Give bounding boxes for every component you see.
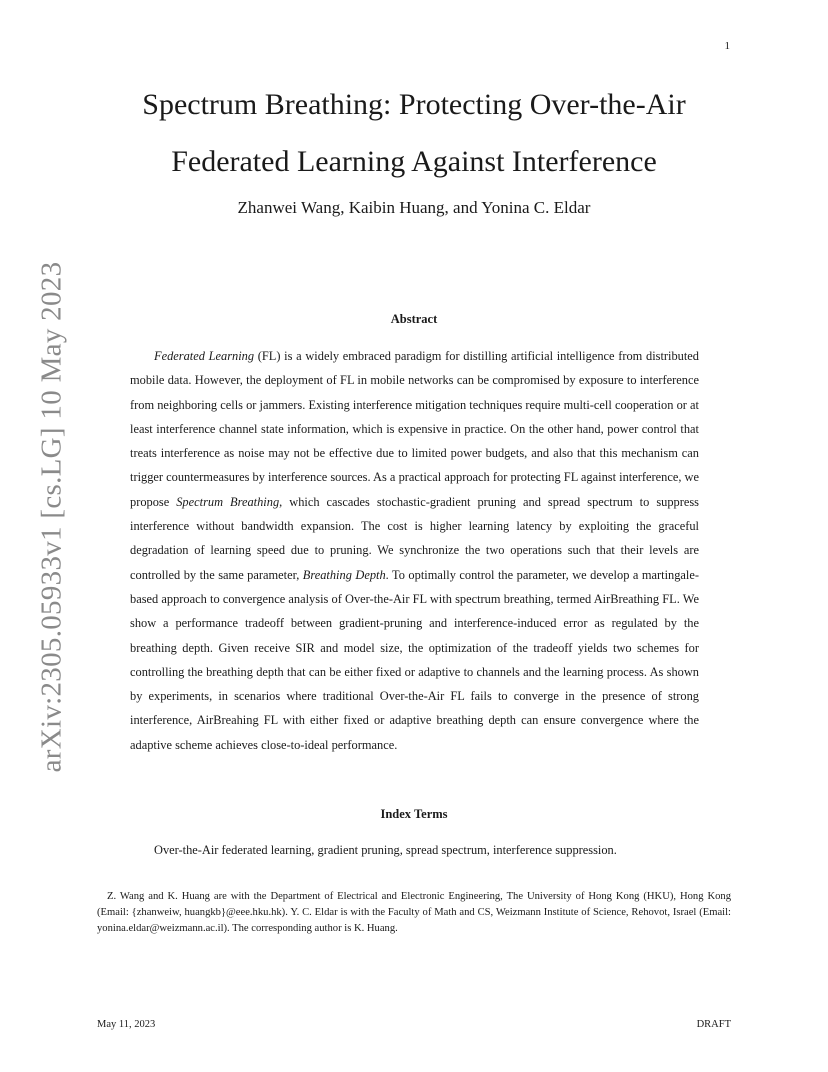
abstract-heading: Abstract (390, 312, 438, 326)
abstract-text-part-2: , which cascades stochastic-gradient pruning and spread spectrum to suppress interference without bandwidth expansion. The cost is higher learning latency by exploiting the graceful degradation of learning speed due to pruning. We synchronize the two operations such that their levels are controlled by the same parameter, (130, 494, 699, 582)
abstract-term-federated-learning: Federated Learning (154, 349, 255, 363)
index-terms-text: Over-the-Air federated learning, gradient pruning, spread spectrum, interference suppression. (154, 843, 617, 857)
page-number: 1 (724, 40, 730, 52)
abstract-text (130, 344, 699, 757)
abstract-text-part-1: (FL) is a widely embraced paradigm for distilling artificial intelligence from distributed mobile data. However, the deployment of FL in mobile networks can be compromised by exposure to interference from neighboring cells or jammers. Existing interference mitigation techniques require multi-cell cooperation or at least interference channel state information, which is expensive in practice. On the other hand, power control that treats interference as noise may not be effective due to limited power budgets, and also that this mechanism can trigger countermeasures by interference sources. As a practical approach for protecting FL against interference, we propose (130, 349, 700, 509)
abstract-term-breathing-depth: Breathing Depth (302, 567, 386, 582)
footer-date: May 11, 2023 (97, 1019, 156, 1030)
paper-title (0, 76, 828, 190)
title-line-1: Spectrum Breathing: Protecting Over-the-Air (142, 88, 686, 121)
index-terms-heading: Index Terms (380, 807, 448, 821)
footer-draft-label: DRAFT (696, 1019, 731, 1030)
arxiv-identifier-stamp[interactable]: arXiv:2305.05933v1 [cs.LG] 10 May 2023 (35, 261, 68, 773)
title-line-2: Federated Learning Against Interference (171, 145, 657, 178)
abstract-term-spectrum-breathing: Spectrum Breathing (176, 494, 280, 509)
abstract-text-part-3: . To optimally control the parameter, we develop a martingale-based approach to convergence analysis of Over-the-Air FL with spectrum breathing, termed AirBreathing FL. We show a performance tradeoff between gradient-pruning and interference-induced error as regulated by the breathing depth. Given receive SIR and model size, the optimization of the tradeoff yields two schemes for controlling the breathing depth that can be either fixed or adaptive to channels and the learning process. As shown by experiments, in scenarios where traditional Over-the-Air FL fails to converge in the presence of strong interference, AirBreahing FL with either fixed or adaptive breathing depth can ensure convergence where the adaptive scheme achieves close-to-ideal performance. (130, 567, 699, 752)
author-list: Zhanwei Wang, Kaibin Huang, and Yonina C. Eldar (237, 198, 591, 217)
author-affiliation-footnote: Z. Wang and K. Huang are with the Department of Electrical and Electronic Engineering, The University of Hong Kong (HKU), Hong Kong (Email: {zhanweiw, huangkb}@eee.hku.hk). Y. C. Eldar is with the Faculty of Math and CS, Weizmann Institute of Science, Rehovot, Israel (Email: yonina.eldar@weizmann.ac.il). The corresponding author is K. Huang. (97, 891, 731, 934)
